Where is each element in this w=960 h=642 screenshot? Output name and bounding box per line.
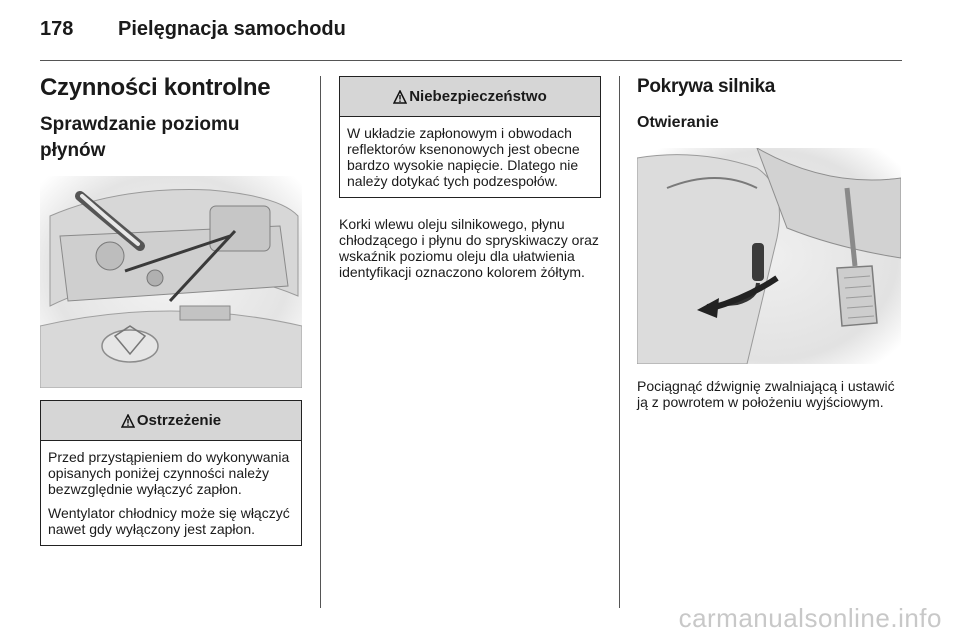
watermark: carmanualsonline.info — [678, 603, 942, 633]
chapter-title: Pielęgnacja samochodu — [118, 18, 346, 40]
column-divider-right — [619, 76, 620, 608]
right-column — [637, 72, 901, 410]
section-title: Czynności kontrolne — [40, 74, 271, 101]
page-number: 178 — [40, 18, 74, 40]
hood-release-text: Pociągnąć dźwignię zwalniającą i ustawić ją z powrotem w położeniu wyjściowym. — [637, 378, 895, 410]
danger-header — [340, 77, 600, 117]
danger-body — [340, 117, 600, 197]
header-divider — [40, 60, 902, 61]
section-title: Pokrywa silnika — [637, 76, 776, 97]
danger-title: Niebezpieczeństwo — [409, 88, 547, 105]
warning-triangle-icon — [393, 90, 407, 104]
warning-paragraph: Wentylator chłodnicy może się włączyć nawet gdy wyłączony jest zapłon. — [48, 505, 290, 537]
warning-box — [40, 400, 302, 546]
danger-paragraph: W układzie zapłonowym i obwodach reflektorów ksenonowych jest obecne bardzo wysokie napięcie. Dlatego nie należy dotykać tych podzespołów. — [347, 125, 580, 189]
column-divider-left — [320, 76, 321, 608]
warning-paragraph: Przed przystąpieniem do wykonywania opisanych poniżej czynności należy bezwzględnie wyłączyć zapłon. — [48, 449, 290, 497]
warning-triangle-icon — [121, 414, 135, 428]
left-column — [40, 72, 302, 546]
subsection-title: Sprawdzanie poziomu płynów — [40, 114, 240, 161]
danger-box — [339, 76, 601, 198]
warning-header — [41, 401, 301, 441]
hood-release-illustration — [637, 148, 901, 364]
engine-bay-illustration — [40, 176, 302, 388]
warning-body — [41, 441, 301, 545]
warning-title: Ostrzeżenie — [136, 412, 222, 429]
page-header — [40, 18, 346, 48]
middle-column — [339, 72, 601, 280]
subsection-title: Otwieranie — [637, 114, 719, 131]
fluid-caps-text: Korki wlewu oleju silnikowego, płynu chłodzącego i płynu do spryskiwaczy oraz wskaźnik poziomu oleju dla ułatwienia identyfikacji oznaczono kolorem żółtym. — [339, 216, 599, 280]
